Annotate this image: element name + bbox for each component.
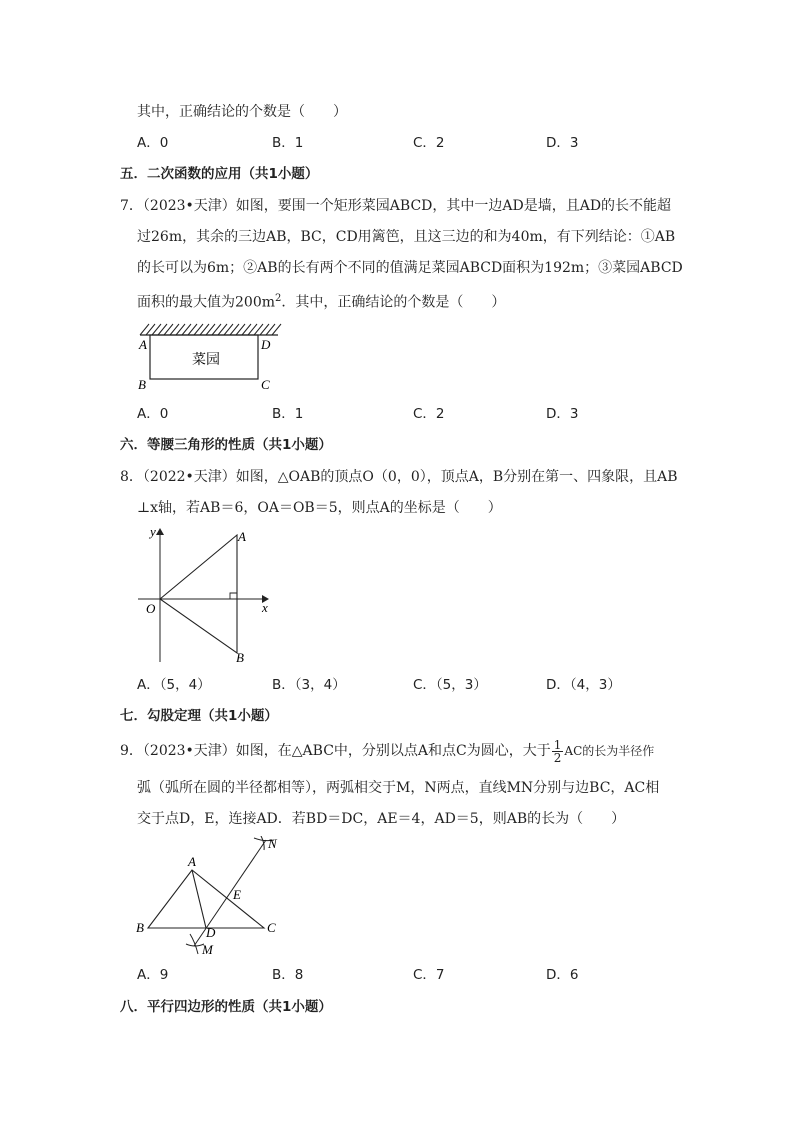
triangle-oab <box>160 535 237 653</box>
q9-stem-line-1-end: AC的长为半径作 <box>564 744 655 758</box>
q7-stem-line-4 <box>137 289 505 313</box>
q7-stem-line-4-end: ．其中，正确结论的个数是（ ） <box>281 294 506 311</box>
q7-stem-line-4-text: 面积的最大值为200m <box>137 294 275 311</box>
point-label-b: B <box>136 920 144 935</box>
garden-label-a: A <box>139 337 147 352</box>
point-label-a: A <box>238 529 246 544</box>
q9-stem-line-1 <box>120 738 654 764</box>
q7-stem-line-1: 7．（2023•天津）如图，要围一个矩形菜园ABCD，其中一边AD是墙，且AD的长不能超 <box>120 198 672 214</box>
q7-stem-line-3: 的长可以为6m；②AB的长有两个不同的值满足菜园ABCD面积为192m；③菜园ABCD <box>137 260 683 276</box>
q6-option-b: B．1 <box>272 135 304 151</box>
q7-option-b: B．1 <box>272 406 304 422</box>
q8-figure-triangle <box>134 524 284 666</box>
wall-hatching <box>140 324 281 335</box>
fraction-numerator: 1 <box>553 737 562 752</box>
q9-option-d: D．6 <box>546 967 579 983</box>
point-label-a: A <box>188 854 196 869</box>
q7-option-a: A．0 <box>137 406 169 422</box>
q9-option-c: C．7 <box>413 967 445 983</box>
section-heading-7: 七．勾股定理（共1小题） <box>120 708 278 724</box>
q7-option-d: D．3 <box>546 406 579 422</box>
q6-stem-tail: 其中，正确结论的个数是（ ） <box>137 104 347 120</box>
q7-superscript: 2 <box>275 293 282 304</box>
q8-option-a: A．（5，4） <box>137 677 211 693</box>
q9-figure-construction <box>134 836 294 960</box>
right-angle-mark <box>230 593 237 599</box>
point-label-c: C <box>267 920 276 935</box>
section-heading-6: 六．等腰三角形的性质（共1小题） <box>120 437 332 453</box>
point-label-d: D <box>206 925 216 940</box>
point-label-e: E <box>233 887 241 902</box>
point-label-o: O <box>146 601 156 616</box>
garden-label-text: 菜园 <box>192 352 220 368</box>
q9-stem-line-2: 弧（弧所在圆的半径都相等），两弧相交于M，N两点，直线MN分别与边BC，AC相 <box>137 780 660 796</box>
q6-option-c: C．2 <box>413 135 445 151</box>
triangle-abc <box>148 870 264 928</box>
q9-option-b: B．8 <box>272 967 304 983</box>
segment-ad <box>192 870 206 928</box>
q9-stem-line-3: 交于点D，E，连接AD．若BD＝DC，AE＝4，AD＝5，则AB的长为（ ） <box>137 811 626 827</box>
q9-stem-line-1-text: 9．（2023•天津）如图，在△ABC中，分别以点A和点C为圆心，大于 <box>120 743 551 759</box>
arc-near-m-2 <box>190 934 198 954</box>
q9-option-a: A．9 <box>137 967 169 983</box>
point-label-m: M <box>202 942 213 957</box>
point-label-n: N <box>268 836 277 851</box>
q8-stem-line-1: 8．（2022•天津）如图，△OAB的顶点O（0，0），顶点A，B分别在第一、四象限，且AB <box>120 469 678 485</box>
line-mn <box>194 840 266 946</box>
section-heading-5: 五．二次函数的应用（共1小题） <box>120 166 319 182</box>
fraction-one-half <box>552 739 564 764</box>
q7-figure-garden <box>134 318 284 394</box>
garden-label-b: B <box>138 377 146 392</box>
axis-label-y: y <box>150 524 156 539</box>
q8-stem-line-2: ⊥x轴，若AB＝6，OA＝OB＝5，则点A的坐标是（ ） <box>137 500 502 516</box>
q8-option-c: C．（5，3） <box>413 677 487 693</box>
point-label-b: B <box>236 650 244 665</box>
q6-option-d: D．3 <box>546 135 579 151</box>
fraction-denominator: 2 <box>553 750 562 765</box>
q7-option-c: C．2 <box>413 406 445 422</box>
q8-option-b: B．（3，4） <box>272 677 346 693</box>
section-heading-8: 八．平行四边形的性质（共1小题） <box>120 999 332 1015</box>
garden-label-d: D <box>261 337 271 352</box>
garden-label-c: C <box>261 377 270 392</box>
q8-option-d: D．（4，3） <box>546 677 621 693</box>
q7-stem-line-2: 过26m，其余的三边AB，BC，CD用篱笆，且这三边的和为40m，有下列结论：①AB <box>137 229 676 245</box>
axis-label-x: x <box>262 600 268 615</box>
q6-option-a: A．0 <box>137 135 169 151</box>
